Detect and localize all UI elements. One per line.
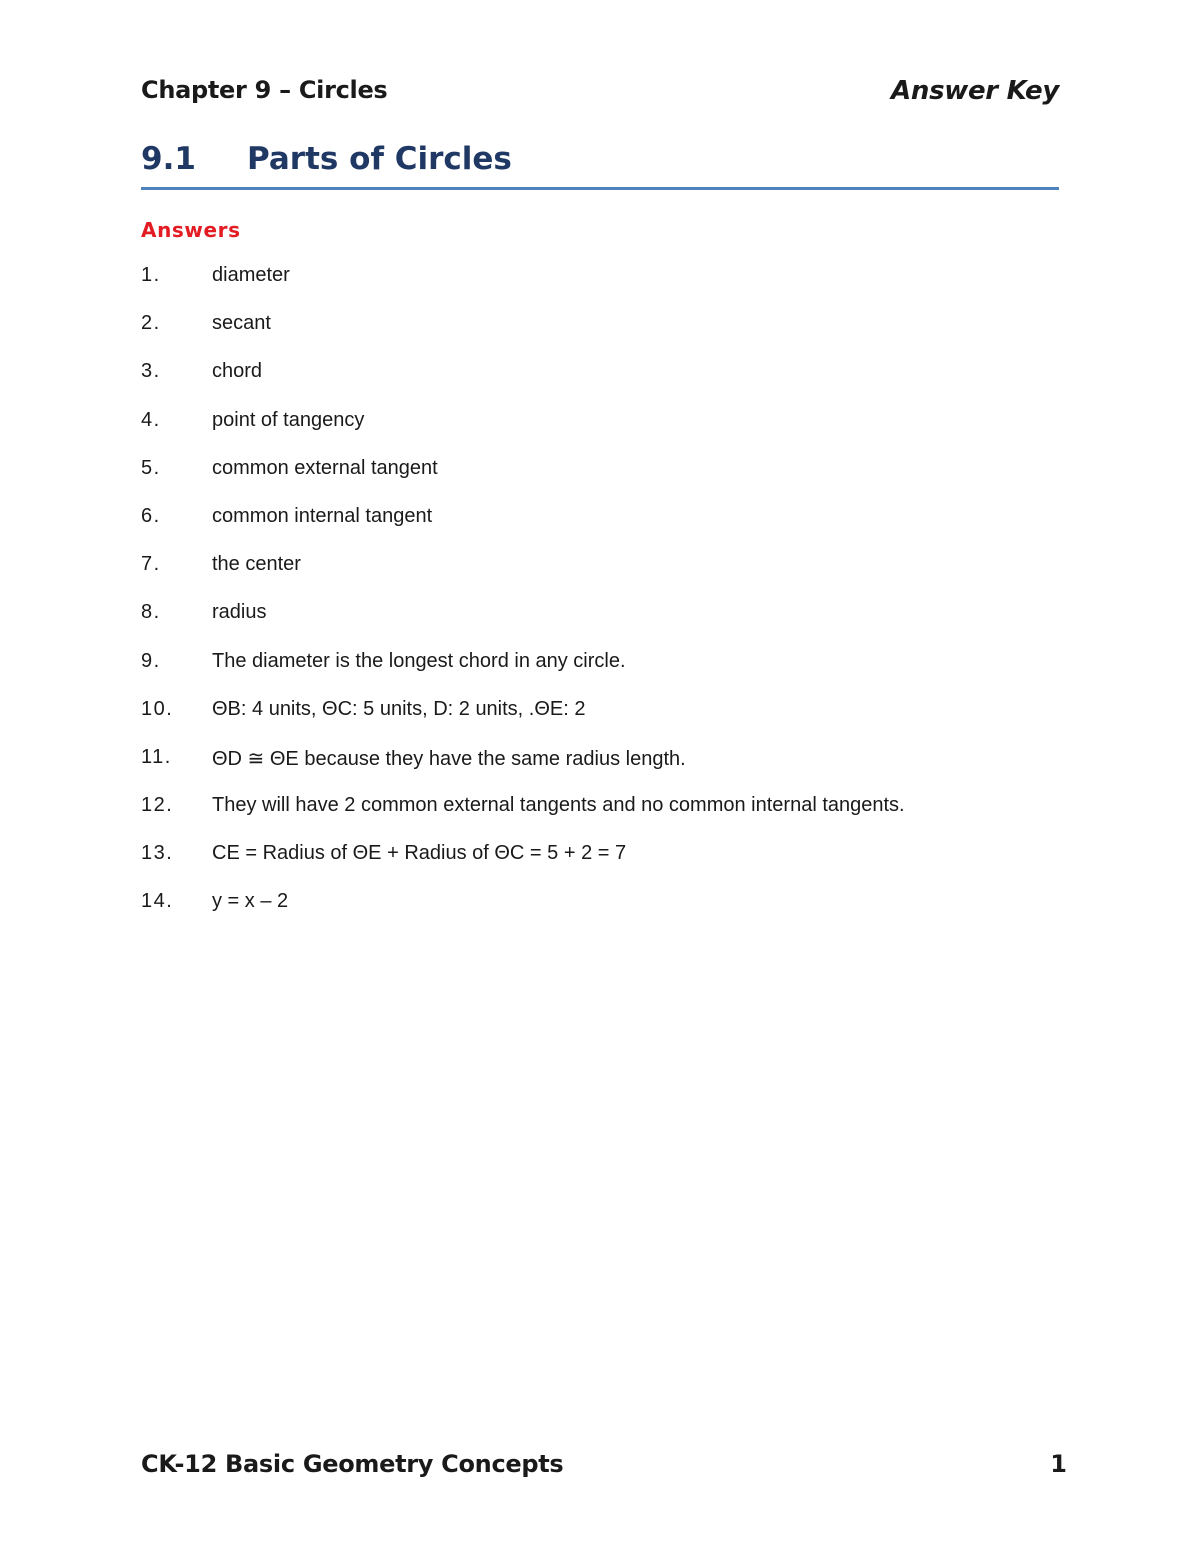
answer-number: 6. (141, 504, 161, 527)
answer-number: 14. (141, 890, 174, 913)
chapter-title: Chapter 9 – Circles (141, 76, 388, 104)
answer-text: They will have 2 common external tangents and no common internal tangents. (212, 794, 905, 817)
answer-item (141, 360, 1061, 408)
answer-key-label: Answer Key (891, 76, 1059, 106)
answer-number: 1. (141, 264, 161, 286)
answer-item (141, 842, 1061, 890)
answer-item (141, 650, 1061, 698)
answer-item (141, 457, 1061, 505)
page-header (141, 76, 1059, 110)
answer-text: ΘD ≅ ΘE because they have the same radius length. (212, 747, 686, 770)
section-number: 9.1 (141, 141, 196, 177)
answer-item (141, 505, 1061, 553)
page-number: 1 (1050, 1450, 1067, 1478)
answer-text: diameter (212, 264, 290, 286)
section-heading (141, 141, 1059, 190)
answer-number: 12. (141, 794, 174, 817)
answer-item (141, 890, 1061, 938)
answer-number: 4. (141, 408, 161, 431)
page-footer (141, 1450, 1067, 1484)
answer-text: common internal tangent (212, 504, 433, 527)
answer-text: secant (212, 312, 271, 335)
answer-text: radius (212, 601, 267, 624)
answer-item (141, 601, 1061, 649)
answer-item (141, 746, 1061, 794)
answer-text: The diameter is the longest chord in any circle. (212, 649, 626, 672)
answer-number: 3. (141, 360, 161, 383)
answer-number: 10. (141, 697, 174, 720)
section-title: Parts of Circles (247, 141, 512, 177)
answers-heading: Answers (141, 218, 241, 242)
answer-number: 2. (141, 312, 161, 335)
answer-text: y = x – 2 (212, 890, 289, 913)
answer-item (141, 553, 1061, 601)
answer-number: 9. (141, 649, 161, 672)
answer-text: common external tangent (212, 456, 438, 479)
answer-number: 11. (141, 745, 172, 768)
answer-item (141, 312, 1061, 360)
answer-item (141, 409, 1061, 457)
answer-text: the center (212, 553, 301, 576)
answer-item (141, 794, 1061, 842)
answer-number: 13. (141, 842, 174, 865)
answer-text: chord (212, 360, 263, 383)
answer-item (141, 698, 1061, 746)
answer-text: CE = Radius of ΘE + Radius of ΘC = 5 + 2 = 7 (212, 842, 627, 865)
answer-text: point of tangency (212, 408, 365, 431)
answer-number: 7. (141, 553, 161, 576)
footer-title: CK-12 Basic Geometry Concepts (141, 1450, 564, 1478)
answer-number: 8. (141, 601, 161, 624)
answer-list (141, 264, 1061, 939)
answer-text: ΘB: 4 units, ΘC: 5 units, D: 2 units, .ΘE: 2 (212, 697, 586, 720)
answer-number: 5. (141, 456, 161, 479)
answer-item (141, 264, 1061, 312)
